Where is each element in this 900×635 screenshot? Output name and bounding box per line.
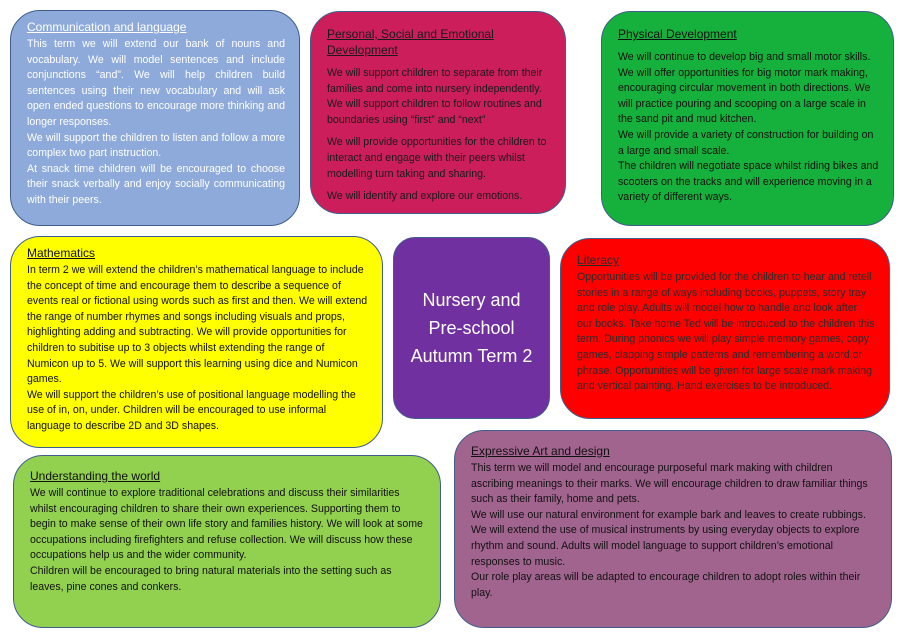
panel-paragraph: We will continue to explore traditional celebrations and discuss their similarities whilst encouraging children to share their own experiences. Supporting them to begin to make sense of their own life story and families history. We will look at some occupations including firefighters and refuse collection. We will discuss how these occupations help us and the wider community.: [30, 487, 423, 562]
panel-heading: Literacy: [577, 253, 620, 267]
panel-paragraph: This term we will model and encourage purposeful mark making with children ascribing meanings to their marks. We will encourage children to draw familiar things such as their family, home and pets.: [471, 462, 868, 506]
panel-paragraph: We will support the children’s use of positional language modelling the use of in, on, under. Children will be encouraged to use informal language to describe 2D and 3D shapes.: [27, 388, 356, 432]
panel-paragraph: We will extend the use of musical instruments by using everyday objects to explore rhythm and sound. Adults will model language to support children’s emotional responses to music.: [471, 524, 860, 568]
panel-paragraph: We will continue to develop big and small motor skills. We will offer opportunities for big motor mark making, encouraging circular movement in both directions. We will practice pouring and scooping on a large scale in the sand pit and mud kitchen.: [618, 51, 871, 126]
panel-paragraph: Our role play areas will be adapted to encourage children to adopt roles within their play.: [471, 571, 861, 599]
panel-paragraph: At snack time children will be encouraged to choose their snack verbally and enjoy socially communicating with their peers.: [27, 162, 285, 206]
panel-paragraph: We will identify and explore our emotions.: [327, 190, 523, 203]
panel-heading: Understanding the world: [30, 469, 161, 483]
panel-paragraph: Children will be encouraged to bring natural materials into the setting such as leaves, pine cones and conkers.: [30, 564, 392, 593]
mathematics-panel: [10, 236, 383, 448]
panel-paragraph: In term 2 we will extend the children’s mathematical language to include the concept of time and encourage them to describe a sequence of events real or fictional using words such as first and then. We will extend the range of number rhymes and songs including visuals and props, highlighting adding and subtracting. We will provide opportunities for children to subitise up to 3 objects whilst extending the range of Numicon up to 5. We will support this learning using dice and Numicon games.: [27, 264, 368, 386]
panel-paragraph: We will support the children to listen and follow a more complex two part instruction.: [27, 131, 285, 160]
panel-heading: Physical Development: [618, 27, 737, 41]
term-title-panel: [393, 237, 550, 419]
panel-heading: Expressive Art and design: [471, 444, 610, 458]
personal-social-emotional-panel: [310, 11, 566, 214]
expressive-art-and-design-panel: [454, 430, 892, 628]
understanding-the-world-panel: [13, 455, 441, 628]
physical-development-panel: [601, 11, 894, 226]
page-title: Nursery and Pre-school Autumn Term 2: [410, 290, 533, 366]
panel-paragraph: We will support children to separate from their families and come into nursery independently.: [327, 67, 543, 95]
panel-paragraph: This term we will extend our bank of nouns and vocabulary. We will model sentences and include conjunctions “and”. We will help children build sentences using their new vocabulary and will ask open ended questions to encourage more thinking and longer responses.: [27, 38, 285, 128]
panel-heading: Mathematics: [27, 246, 96, 260]
panel-paragraph: We will support children to follow routines and boundaries using “first” and “next”: [327, 98, 542, 126]
panel-paragraph: We will use our natural environment for example bark and leaves to create rubbings.: [471, 508, 866, 521]
panel-heading: Personal, Social and Emotional Development: [327, 27, 494, 57]
panel-paragraph: We will provide opportunities for the children to interact and engage with their peers whilst modelling turn taking and sharing.: [327, 136, 547, 180]
communication-and-language-panel: [10, 10, 300, 226]
panel-paragraph: Opportunities will be provided for the children to hear and retell stories in a range of ways including books, puppets, story tray and role play. Adults will model how to handle and look after our books. Take home Ted will be introduced to the children this term. During phonics we will play simple memory games, copy games, clapping simple patterns and remembering a word or phrase. Opportunities will be given for large scale mark making and vertical painting. Hand exercises to be introduced.: [577, 271, 875, 393]
panel-paragraph: The children will negotiate space whilst riding bikes and scooters on the tracks and will experience moving in a variety of different ways.: [618, 160, 879, 204]
panel-heading: Communication and language: [27, 20, 187, 34]
panel-paragraph: We will provide a variety of construction for building on a large and small scale.: [618, 128, 874, 157]
literacy-panel: [560, 238, 890, 419]
